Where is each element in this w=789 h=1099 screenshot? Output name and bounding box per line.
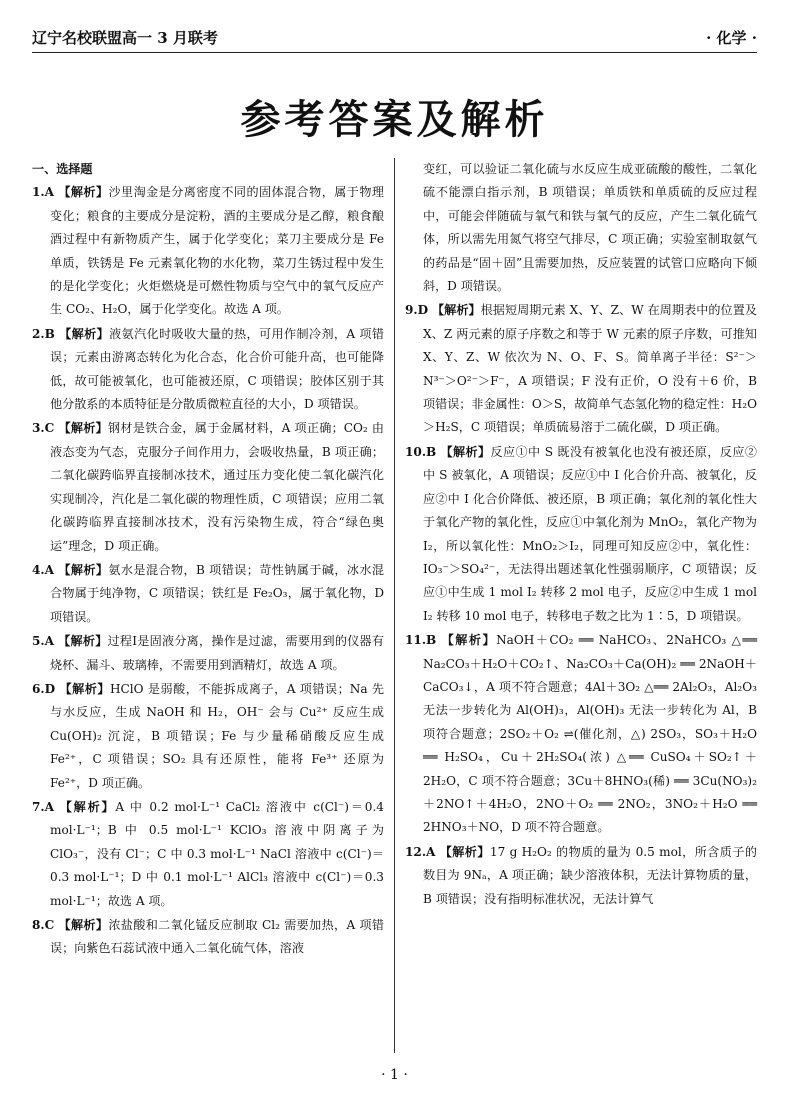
answer-item: 7.A 【解析】A 中 0.2 mol·L⁻¹ CaCl₂ 溶液中 c(Cl⁻)＝0.4 mol·L⁻¹；B 中 0.5 mol·L⁻¹ KClO₃ 溶液中阴离子为 ClO₃⁻，没有 Cl⁻；C 中 0.3 mol·L⁻¹ NaCl 溶液中 c(Cl⁻)＝0.3 mol·L⁻¹；D 中 0.1 mol·L⁻¹ AlCl₃ 溶液中 c(Cl⁻)＝0.3 mol·L⁻¹；故选 A 项。 [32,799,385,908]
page-number: · 1 · [381,1067,408,1083]
page-title: 参考答案及解析 [240,97,549,143]
answer-item: 10.B 【解析】反应①中 S 既没有被氧化也没有被还原，反应②中 S 被氧化，A 项错误；反应①中 I 化合价升高、被氧化，反应②中 I 化合价降低、被还原，B 项正确；氧化剂的氧化性大于氧化产物的氧化性，反应①中氧化剂为 MnO₂，氧化产物为 I₂，所以氧化性：MnO₂＞I₂，同理可知反应②中，氧化性：IO₃⁻＞SO₄²⁻，无法得出题述氧化性强弱顺序，C 项错误；反应①中生成 1 mol I₂ 转移 2 mol 电子，反应②中生成 1 mol I₂ 转移 10 mol 电子，转移电子数之比为 1∶5，D 项错误。 [404,444,757,623]
answer-item: 6.D 【解析】HClO 是弱酸，不能拆成离子，A 项错误；Na 先与水反应，生成 NaOH 和 H₂，OH⁻ 会与 Cu²⁺ 反应生成 Cu(OH)₂ 沉淀，B 项错误；Fe 与少量稀硝酸反应生成 Fe²⁺，C 项错误；SO₂ 具有还原性，能将 Fe³⁺ 还原为 Fe²⁺，D 项正确。 [32,681,385,790]
right-column [395,158,757,1053]
answer-item: 3.C 【解析】钢材是铁合金，属于金属材料，A 项正确；CO₂ 由液态变为气态，克服分子间作用力，会吸收热量，B 项正确；二氧化碳跨临界直接制冰技术，通过压力变化使二氧化碳汽化实现制冷，汽化是二氧化碳的物理性质，C 项错误；应用二氧化碳跨临界直接制冰技术，没有污染物生成，符合“绿色奥运”理念，D 项正确。 [32,421,385,553]
content-columns [32,158,757,1053]
left-column [32,158,394,1053]
answer-item: 11.B 【解析】NaOH＋CO₂ ══ NaHCO₃、2NaHCO₃ △══ Na₂CO₃＋H₂O＋CO₂↑、Na₂CO₃＋Ca(OH)₂ ══ 2NaOH＋CaCO₃↓，A 项不符合题意；4Al＋3O₂ △══ 2Al₂O₃，Al₂O₃ 无法一步转化为 Al(OH)₃，Al(OH)₃ 无法一步转化为 Al，B 项符合题意；2SO₂＋O₂ ⇌(催化剂，△) 2SO₃，SO₃＋H₂O ══ H₂SO₄，Cu＋2H₂SO₄(浓) △══ CuSO₄＋SO₂↑＋2H₂O，C 项不符合题意；3Cu＋8HNO₃(稀) ══ 3Cu(NO₃)₂＋2NO↑＋4H₂O，2NO＋O₂ ══ 2NO₂，3NO₂＋H₂O ══ 2HNO₃＋NO，D 项不符合题意。 [404,633,757,835]
header-right: · 化学 · [706,29,757,47]
answer-continuation: 变红，可以验证二氧化硫与水反应生成亚硫酸的酸性，二氧化硫不能漂白指示剂，B 项错误；单质铁和单质硫的反应过程中，可能会伴随硫与氧气和铁与氧气的反应，产生二氧化硫气体，所以需先用氮气将空气排尽，C 项正确；实验室制取氨气的药品是“固＋固”且需要加热，反应装置的试管口应略向下倾斜，D 项错误。 [422,162,757,294]
answer-item: 5.A 【解析】过程Ⅰ是固液分离，操作是过滤，需要用到的仪器有烧杯、漏斗、玻璃棒，不需要用到酒精灯，故选 A 项。 [32,634,385,672]
answer-item: 1.A 【解析】沙里淘金是分离密度不同的固体混合物，属于物理变化；粮食的主要成分是淀粉，酒的主要成分是乙醇，粮食酿酒过程中有新物质产生，属于化学变化；菜刀主要成分是 Fe 单质，铁锈是 Fe 元素氧化物的水化物，菜刀生锈过程中发生的是化学变化；火炬燃烧是可燃性物质与空气中的氧气反应产生 CO₂、H₂O，属于化学变化。故选 A 项。 [32,185,385,317]
answer-item: 8.C 【解析】浓盐酸和二氧化锰反应制取 Cl₂ 需要加热，A 项错误；向紫色石蕊试液中通入二氧化硫气体，溶液 [32,918,384,956]
section-heading: 一、选择题 [32,162,93,176]
page-header [32,20,757,53]
answer-item: 12.A 【解析】17 g H₂O₂ 的物质的量为 0.5 mol，所含质子的数目为 9Nₐ，A 项正确；缺少溶液体积，无法计算物质的量，B 项错误；没有指明标准状况，无法计算气 [404,844,757,906]
answer-item: 4.A 【解析】氨水是混合物，B 项错误；苛性钠属于碱，冰水混合物属于纯净物，C 项错误；铁红是 Fe₂O₃，属于氧化物，D 项错误。 [32,562,385,624]
answer-item: 2.B 【解析】液氨汽化时吸收大量的热，可用作制冷剂，A 项错误；元素由游离态转化为化合态，化合价可能升高，也可能降低，故可能被氧化，也可能被还原，C 项错误；胶体区别于其他分散系的本质特征是分散质微粒直径的大小，D 项错误。 [32,326,385,412]
header-left: 辽宁名校联盟高一 3 月联考 [32,29,218,47]
answer-item: 9.D 【解析】根据短周期元素 X、Y、Z、W 在周期表中的位置及 X、Z 两元素的原子序数之和等于 W 元素的原子序数，可推知 X、Y、Z、W 依次为 N、O、F、S。简单离子半径：S²⁻＞N³⁻＞O²⁻＞F⁻，A 项错误；F 没有正价，O 没有＋6 价，B 项错误；非金属性：O＞S，故简单气态氢化物的稳定性：H₂O＞H₂S，C 项错误；单质硫易溶于二硫化碳，D 项正确。 [404,303,757,435]
